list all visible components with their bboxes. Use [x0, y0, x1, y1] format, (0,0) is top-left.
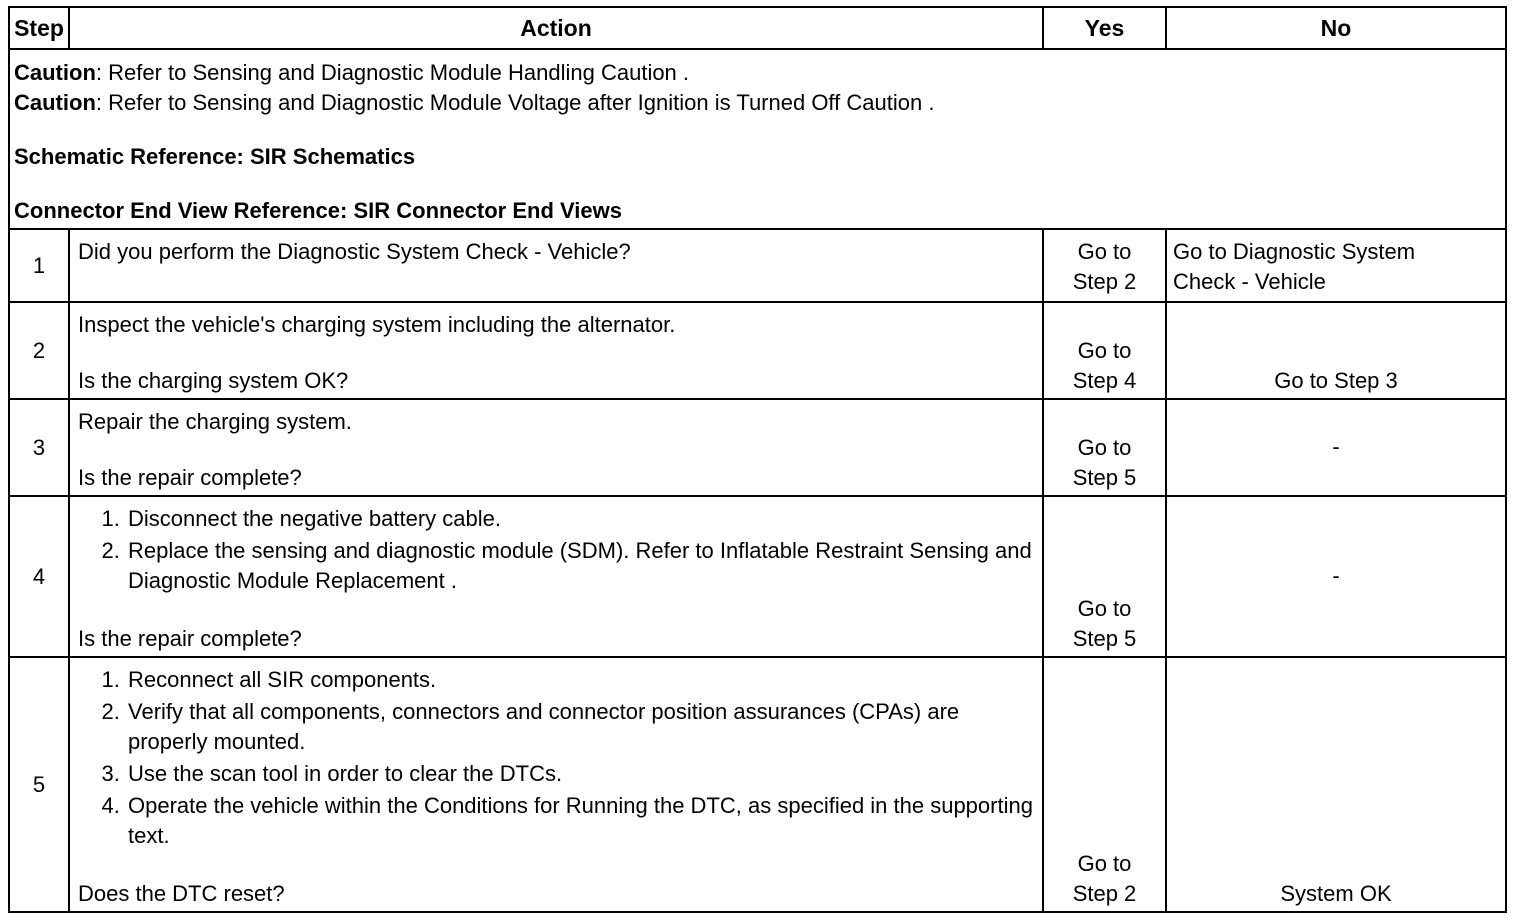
connector-reference: Connector End View Reference: SIR Connector End Views — [14, 198, 622, 223]
yes-text: Go to — [1077, 851, 1132, 876]
step-number: 4 — [9, 496, 69, 657]
action-cell — [69, 302, 1043, 399]
yes-cell — [1043, 229, 1166, 302]
caution-label: Caution — [14, 90, 96, 115]
no-cell: - — [1166, 399, 1506, 496]
header-yes: Yes — [1043, 7, 1166, 49]
table-row — [9, 229, 1506, 302]
yes-text: Go to — [1077, 239, 1132, 264]
yes-text: Step 2 — [1072, 881, 1137, 906]
table-row — [9, 399, 1506, 496]
header-action: Action — [69, 7, 1043, 49]
yes-text: Go to — [1077, 338, 1132, 363]
yes-cell — [1043, 496, 1166, 657]
question-text: Is the repair complete? — [78, 626, 302, 651]
yes-text: Step 5 — [1072, 465, 1137, 490]
yes-cell — [1043, 657, 1166, 912]
yes-cell — [1043, 302, 1166, 399]
caution-label: Caution — [14, 60, 96, 85]
no-text: Go to Diagnostic System — [1173, 239, 1416, 264]
action-text: Inspect the vehicle's charging system including the alternator. — [78, 312, 676, 337]
no-text: Check - Vehicle — [1173, 269, 1326, 294]
list-item: 2. Verify that all components, connectors and connector position assurances (CPAs) are properly mounted. — [126, 697, 1034, 757]
intro-row — [9, 49, 1506, 229]
question-text: Is the repair complete? — [78, 465, 302, 490]
list-item: 2. Replace the sensing and diagnostic module (SDM). Refer to Inflatable Restraint Sensing and Diagnostic Module Replacement . — [126, 536, 1034, 596]
intro-cell — [9, 49, 1506, 229]
step-number: 1 — [9, 229, 69, 302]
caution-line-2 — [14, 88, 1501, 118]
table-row — [9, 496, 1506, 657]
step-number: 2 — [9, 302, 69, 399]
action-cell — [69, 399, 1043, 496]
caution-line-1 — [14, 58, 1501, 88]
schematic-reference: Schematic Reference: SIR Schematics — [14, 144, 416, 169]
step-number: 5 — [9, 657, 69, 912]
no-cell: System OK — [1166, 657, 1506, 912]
yes-text: Step 2 — [1072, 269, 1137, 294]
action-list — [78, 665, 1034, 851]
diagnostic-table — [8, 6, 1507, 913]
action-text: Did you perform the Diagnostic System Check - Vehicle? — [78, 239, 631, 264]
question-text: Is the charging system OK? — [78, 368, 349, 393]
yes-text: Go to — [1077, 435, 1132, 460]
no-cell: - — [1166, 496, 1506, 657]
header-row — [9, 7, 1506, 49]
caution-text: : Refer to Sensing and Diagnostic Module Voltage after Ignition is Turned Off Caution . — [95, 90, 935, 115]
list-item: 4. Operate the vehicle within the Conditions for Running the DTC, as specified in the supporting text. — [126, 791, 1034, 851]
table-row — [9, 657, 1506, 912]
question-text: Does the DTC reset? — [78, 881, 285, 906]
table-row — [9, 302, 1506, 399]
caution-text: : Refer to Sensing and Diagnostic Module Handling Caution . — [95, 60, 690, 85]
header-step: Step — [9, 7, 69, 49]
step-number: 3 — [9, 399, 69, 496]
header-no: No — [1166, 7, 1506, 49]
action-cell — [69, 229, 1043, 302]
action-cell — [69, 496, 1043, 657]
list-item: 1. Reconnect all SIR components. — [126, 665, 1034, 695]
no-cell — [1166, 229, 1506, 302]
yes-text: Go to — [1077, 596, 1132, 621]
no-cell: Go to Step 3 — [1166, 302, 1506, 399]
list-item: 3. Use the scan tool in order to clear the DTCs. — [126, 759, 1034, 789]
yes-text: Step 5 — [1072, 626, 1137, 651]
list-item: 1. Disconnect the negative battery cable. — [126, 504, 1034, 534]
yes-cell — [1043, 399, 1166, 496]
action-list — [78, 504, 1034, 596]
action-cell — [69, 657, 1043, 912]
action-text: Repair the charging system. — [78, 409, 352, 434]
yes-text: Step 4 — [1072, 368, 1137, 393]
